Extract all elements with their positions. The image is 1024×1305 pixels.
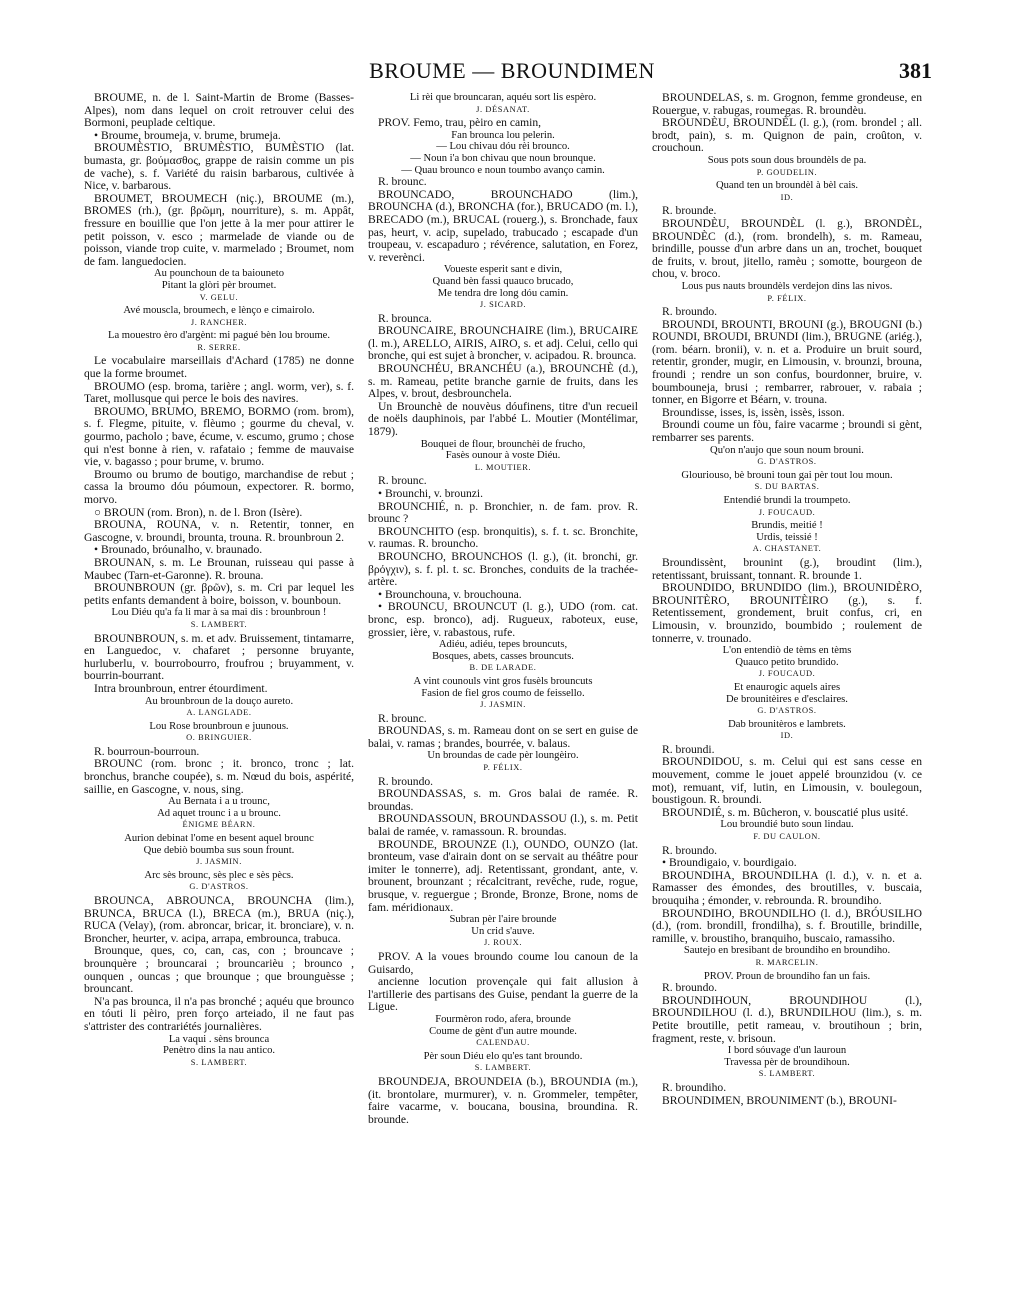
verse-quote: PROV. Proun de broundiho fan un fais. [703,970,871,982]
entry-paragraph: • BROUNCU, BROUNCUT (l. g.), UDO (rom. cat. bronc, esp. bronco), adj. Rugueux, raboteux, euse, grossier, ière, v. rabastous, rufe. [368,600,638,639]
verse-quote: Avé mouscla, broumech, e lènço e cimairolo. [123,305,315,317]
verse-quote: Sous pots soun dous broundèls de pa. [707,154,867,166]
verse-quote: La mouestro èro d'argènt: mi pagué bèn lou broume. [107,330,331,342]
quote-source: B. DE LARADE. [469,663,537,673]
entry-paragraph: R. brounc. [378,474,427,488]
entry-paragraph: BROUNDIHO, BROUNDILHO (l. d.), BRÓUSILHO (d.), (rom. brondill, frondilha), s. f. Broutille, brindille, ramille, v. broustiho, branquiho, buscaio, ramassiho. [652,906,922,945]
entry-paragraph: BROUNCHO, BROUNCHOS (l. g.), (it. bronchi, gr. βρόγχιν), s. f. pl. t. sc. Bronches, conduits de la trachée-artère. [368,549,638,589]
quote-source: G. D'ASTROS. [189,882,249,892]
verse-quote: Fasès ounour à voste Diéu. [445,450,561,462]
quote-source: ID. [780,731,794,741]
entry-paragraph: BROUNDIHOUN, BROUNDIHOU (l.), BROUNDILHOU (l. d.), BRUNDILHOU (lim.), s. m. Petite broutille, petit rameau, v. broutihoun ; brin, fragment, reste, v. brisoun. [652,993,922,1045]
entry-paragraph: BROUNCHIÉ, n. p. Bronchier, n. de fam. prov. R. brounc ? [368,499,638,526]
quote-source: CALENDAU. [476,1038,530,1048]
quote-source: G. D'ASTROS. [757,457,817,467]
entry-paragraph: BROUNCHITO (esp. bronquitis), s. f. t. sc. Bronchite, v. raumas. R. brouncho. [368,524,638,551]
quote-source: R. MARCELIN. [755,957,819,967]
verse-quote: L'on entendiò de tèms en tèms [722,645,852,657]
verse-quote: Glouriouso, bè brouni toun gai pèr tout lou moun. [681,469,893,481]
verse-quote: De brounitèires e d'esclaires. [726,693,848,705]
verse-quote: Fan brounca lou pelerin. [451,129,555,141]
column-right [652,92,922,1107]
quote-source: A. LANGLADE. [186,708,252,718]
entry-paragraph: R. broundiho. [662,1080,727,1094]
entry-paragraph: BROUMET, BROUMECH (niç.), BROUME (m.), BROMES (rh.), (gr. βρῶμη, nourriture), s. m. Appât, fressure en bouillie que l'on jette à la mer pour attirer le petit poisson, v. esco ; marmelade de viande ou de poisson, viande trop cuite, v. marmelado ; Broumet, nom de fam. languedocien. [84,191,354,268]
quote-source: L. MOUTIER. [474,462,532,472]
verse-quote: I bord sóuvage d'un lauroun [727,1045,847,1057]
entry-paragraph: BROUNDAS, s. m. Rameau dont on se sert en guise de balai, v. ramas ; brandes, bourrée, v. balaus. [368,724,638,750]
quote-source: P. FÉLIX. [483,763,523,773]
quote-source: J. ROUX. [483,938,523,948]
verse-quote: La vaqui . sèns brounca [168,1033,270,1045]
quote-source: S. LAMBERT. [190,1057,248,1067]
quote-source: J. JASMIN. [196,857,242,867]
entry-paragraph: R. broundo. [662,305,718,319]
verse-quote: Entendié brundi la troumpeto. [723,495,851,506]
entry-paragraph: BROUNAN, s. m. Le Brounan, ruisseau qui passe à Maubec (Tarn-et-Garonne). R. brouna. [84,555,354,582]
verse-quote: Au pounchoun de ta baiouneto [153,268,285,280]
quote-source: A. CHASTANET. [752,544,822,554]
verse-quote: Lou Diéu qu'a fa li mar à sa mai dis : brounbroun ! [111,607,327,619]
verse-quote: Brundis, meitié ! [751,520,823,532]
entry-paragraph: • Broume, broumeja, v. brume, brumeja. [94,128,281,142]
entry-paragraph: BROUNDIDO, BRUNDIDO (lim.), BROUNIDÈRO, BROUNITÈRO, BROUNITÈIRO (g.), s. f. Retentissement, grondement, bruit confus, cri, en Limousin, v. brounzido, boumbido ; roulement de tonnerre, v. trounado. [652,581,922,645]
entry-paragraph: BROUNDI, BROUNTI, BROUNI (g.), BROUGNI (b.) ROUNDI, BROUDI, BRUNDI (lim.), BRUGNE (ariég.), (rom. béarn. bronii), v. n. et a. Produire un bruit sourd, retentir, gronder, mugir, en Limousin, v. brounzi, brouna, froundi ; rendre un son confus, bourdonner, bruire, v. boumbouneja, brusi ; rembarrer, rabrouer, v. rabaia ; tonner, en Bigorre et Béarn, v. trouna. [652,317,922,407]
verse-quote: Bouquei de flour, brounchèi de frucho, [420,438,586,450]
verse-quote: Ad aquet trounc i a u brounc. [157,807,281,819]
entry-paragraph: PROV. Femo, trau, pèiro en camin, [378,116,542,130]
quote-source: S. LAMBERT. [474,1063,532,1073]
entry-paragraph: BROUNDIÉ, s. m. Bûcheron, v. bouscatié plus usité. [662,805,909,819]
entry-paragraph: Le vocabulaire marseillais d'Achard (1785) ne donne que la forme broumet. [84,354,354,381]
entry-paragraph: BROUNBROUN (gr. βρῶν), s. m. Cri par lequel les petits enfants demandent à boire, boisson, v. bounboun. [84,581,354,607]
entry-paragraph: BROUNBROUN, s. m. et adv. Bruissement, tintamarre, en Languedoc, v. chafaret ; personne bruyante, hurluberlu, v. bourrobourro, froufrou ; bruyamment, v. bourrin-bourrant. [84,631,354,683]
entry-paragraph: ○ BROUN (rom. Bron), n. de l. Bron (Isère). [94,505,303,519]
entry-paragraph: Broumo ou brumo de boutigo, marchandise de rebut ; cassa la broumo dóu póumoun, expectorer. R. bormo, morvo. [84,467,354,506]
page-number: 381 [899,58,932,83]
verse-quote: Quand bèn fassi quauco brucado, [432,275,574,287]
quote-source: J. JASMIN. [480,700,526,710]
entry-paragraph: R. brounca. [378,311,432,325]
quote-source: P. FÉLIX. [767,293,807,303]
entry-paragraph: BROUNDÈU, BROUNDÈL (l. g.), BRONDÈL, BROUNDÈC (d.), (rom. brondelh), s. m. Rameau, brindille, pousse d'un arbre dans un an, trochet, bouquet de fruits, v. brout, jitello, ramèu ; somotte, bourgeon de chou, v. broco. [652,216,922,281]
entry-paragraph: R. broundi. [662,742,715,756]
quote-source: J. SICARD. [479,300,527,310]
entry-paragraph: BROUMO, BRUMO, BREMO, BORMO (rom. brom), s. f. Flegme, pituite, v. flèumo ; gourme du cheval, v. gourmo, pacholo ; bave, écume, v. escumo, grumo ; chose qui n'est bonne à rien, v. rafataio ; femme de mauvaise vie, v. bagasso ; pour brume, v. brumo. [84,404,354,469]
verse-quote: Que debiò boumba sus soun frount. [143,844,295,856]
quote-source: J. FOUCAUD. [758,507,816,517]
verse-quote: Urdis, teissié ! [756,531,818,543]
entry-paragraph: R. bourroun-bourroun. [94,744,200,758]
verse-quote: — Quau brounco e noun toumbo avanço camin. [401,164,605,176]
verse-quote: Et enaurogic aquels aires [733,681,841,693]
verse-quote: Coume de gènt d'un autre mounde. [429,1025,577,1037]
verse-quote: Subran pèr l'aire brounde [449,914,557,926]
entry-paragraph: BROUNA, ROUNA, v. n. Retentir, tonner, en Gascogne, v. broundi, brounta, trouna. R. brounbroun 2. [84,518,354,544]
entry-paragraph: BROUNDIMEN, BROUNIMENT (b.), BROUNI- [662,1093,897,1107]
entry-paragraph: Intra brounbroun, entrer étourdiment. [94,681,268,695]
entry-paragraph: BROUNDELAS, s. m. Grognon, femme grondeuse, en Rouergue, v. rabugas, roumegas. R. broundèu. [652,91,922,117]
quote-source: V. GELU. [199,292,239,302]
entry-paragraph: • Brounchi, v. brounzi. [378,487,484,500]
entry-paragraph: • Broundigaio, v. bourdigaio. [662,856,797,870]
entry-paragraph: BROUNCAIRE, BROUNCHAIRE (lim.), BRUCAIRE (l. m.), ARELLO, AIRIS, AIRO, s. et adj. Celui, cello qui bronche, qui est sujet à broncher, v. acipadou. R. brounca. [368,324,638,363]
verse-quote: Voueste esperit sant e divin, [443,264,563,276]
verse-quote: Au brounbroun de la douço aureto. [144,695,294,707]
verse-quote: Arc sès brounc, sès plec e sès pècs. [144,869,294,881]
entry-paragraph: BROUNDE, BROUNZE (l.), OUNDO, OUNZO (lat. bronteum, vase d'airain dont on se servait au théâtre pour imiter le tonnerre), adj. Retentissant, grondant, ante, v. brounent, brounzant ; récalcitrant, revêche, rude, rogue, brusque, v. reguergue ; Bronde, Bronze, Brone, noms de fam. méridionaux. [368,837,638,914]
entry-paragraph: BROUME, n. de l. Saint-Martin de Brome (Basses-Alpes), nom dans lequel on croit retrouver celui des Bormoni, peuplade celtique. [84,91,354,130]
entry-paragraph: BROUNCA, ABROUNCA, BROUNCHA (lim.), BRUNCA, BRUCA (l.), BRECA (m.), BRUA (niç.), RUCA (Velay), (rom. abroncar, bricar, it. bronciare), v. n. Broncher, heurter, v. acipa, arrapa, embrounca, trabuca. [84,894,354,945]
verse-quote: Pitant la glòri pèr broumet. [161,279,277,291]
entry-paragraph: Broundissènt, brounint (g.), broudint (lim.), retentissant, bruissant, tonnant. R. brounde 1. [652,555,922,582]
quote-source: S. LAMBERT. [758,1069,816,1079]
verse-quote: Un crid s'auve. [471,925,535,937]
entry-paragraph: R. brounc. [378,175,427,189]
entry-paragraph: BROUNDIDOU, s. m. Celui qui est sans cesse en mouvement, comme le jouet appelé brounzidou (v. ce mot), remuant, vif, lutin, en Limousin, v. boulegoun, boustigoun. R. broundi. [652,755,922,807]
verse-quote: Bosques, abets, casses brouncuts. [432,650,574,662]
entry-paragraph: • Brounado, bróunalho, v. braunado. [94,543,263,557]
verse-quote: Travessa pèr de broundihoun. [724,1056,850,1068]
entry-paragraph: BROUNCHÉU, BRANCHÉU (a.), BROUNCHÈ (d.), s. m. Rameau, petite branche garnie de fruits, dans les Alpes, v. brout, desbrounchela. [368,362,638,401]
quote-source: R. SERRE. [197,342,241,352]
entry-paragraph: BROUNDASSAS, s. m. Gros balai de ramée. R. broundas. [368,787,638,813]
verse-quote: Au Bernata i a u trounc, [168,796,270,808]
verse-quote: Me tendra dre long dóu camin. [437,287,569,299]
quote-source: J. DÉSANAT. [476,104,530,114]
verse-quote: Lous pus nauts broundèls verdejon dins las nivos. [681,280,893,292]
verse-quote: A vint counouls vint gros fusèls brouncuts [413,675,593,687]
verse-quote: Quauco petito brundido. [735,656,839,668]
verse-quote: Quand ten un broundèl à bèl cais. [715,180,859,192]
quote-source: J. RANCHER. [190,317,248,327]
quote-source: O. BRINGUIER. [186,733,252,743]
verse-quote: Adiéu, adiéu, tepes brouncuts, [438,639,568,651]
verse-quote: Un broundas de cade pèr loungèiro. [427,750,579,762]
quote-source: ÉNIGME BÉARN. [182,820,256,830]
quote-source: G. D'ASTROS. [757,706,817,716]
verse-quote: Qu'on n'aujo que soun noum brouni. [710,444,864,456]
entry-paragraph: R. broundo. [378,774,434,788]
quote-source: ID. [780,192,794,202]
entry-paragraph: Brounque, ques, co, can, cas, con ; brouncave ; brounquère ; brouncarai ; brouncarièu ; brounco , ounquen , ouncas ; que brounque ; que brounguèsse ; brouncant. [84,944,354,996]
entry-paragraph: BROUMÈSTIO, BRUMÈSTIO, BUMÈSTIO (lat. bumasta, gr. βούμασθος, grappe de raisin comme un pis de vache), s. f. Variété du raisin barbarous, cultivée à Nice, v. barbarous. [84,141,354,193]
quote-source: S. DU BARTAS. [754,482,820,492]
verse-quote: Lou Rose brounbroun e juunous. [149,720,289,732]
verse-quote: Lou broundié buto soun lindau. [720,819,854,831]
running-title: BROUME — BROUNDIMEN [369,58,655,83]
entry-paragraph: PROV. A la voues broundo coume lou canoun de la Guisardo, [368,949,638,976]
entry-paragraph: BROUNDÈU, BROUNDÈL (l. g.), (rom. brondel ; all. brodt, pain), s. m. Quignon de pain, croûton, v. crouchoun. [652,116,922,155]
entry-paragraph: R. broundo. [662,843,718,857]
page-header [0,58,1024,88]
verse-quote: Fasion de fiel gros coumo de feissello. [421,687,585,699]
verse-quote: Aurion debinat l'ome en besent aquel brounc [124,833,314,845]
quote-source: S. LAMBERT. [190,619,248,629]
entry-paragraph: BROUNDASSOUN, BROUNDASSOU (l.), s. m. Petit balai de ramée, v. ramassoun. R. broundas. [368,812,638,839]
entry-paragraph: BROUNC (rom. bronc ; it. bronco, tronc ; lat. bronchus, branche coupée), s. m. Nœud du bois, aspérité, saillie, en Gascogne, v. nous, sing. [84,757,354,796]
entry-paragraph: N'a pas brounca, il n'a pas bronché ; aquéu que brounco en tóuti li pèiro, pren forço arteiado, il ne faut pas s'attrister des contrariétés journalières. [84,994,354,1033]
quote-source: F. DU CAULON. [753,832,821,842]
entry-paragraph: BROUNCADO, BROUNCHADO (lim.), BROUNCHA (d.), BRONCHA (for.), BRUCADO (m. l.), BRECADO (m.), BRUCAL (rouerg.), s. Bronchade, faux pas, heurt, v. acip, supelado, trabucado ; escapade d'un troupeau, v. escapaduro ; révérence, salutation, en Forez, v. reverènci. [368,187,638,264]
verse-quote: Fourmèron rodo, afera, brounde [435,1013,571,1025]
entry-paragraph: Broundisse, isses, is, issèn, issès, isson. [662,405,845,419]
entry-paragraph: ancienne locution provençale qui fait allusion à l'artillerie des partisans des Guise, pendant la guerre de la Ligue. [368,975,638,1014]
entry-paragraph: R. broundo. [662,981,718,995]
entry-paragraph: BROUNDIHA, BROUNDILHA (l. d.), v. n. et a. Ramasser des émondes, des broutilles, v. buscaia, brouquiha ; émonder, v. rebrounda. R. broundiho. [652,868,922,907]
verse-quote: Dab brounitèros e lambrets. [728,718,846,730]
entry-paragraph: BROUMO (esp. broma, tarière ; angl. worm, ver), s. f. Taret, mollusque qui perce le bois des navires. [84,379,354,406]
verse-quote: — Noun i'a bon chivau que noun brounque. [410,152,596,164]
column-left [84,92,354,1070]
entry-paragraph: R. brounc. [378,711,427,725]
quote-source: J. FOUCAUD. [758,669,816,679]
column-middle [368,92,638,1126]
entry-paragraph: R. brounde. [662,204,717,218]
entry-paragraph: BROUNDEJA, BROUNDEIA (b.), BROUNDIA (m.), (it. brontolare, murmurer), v. n. Grommeler, tempêter, faire vacarme, v. boucana, bousina, broundina. R. brounde. [368,1074,638,1126]
entry-paragraph: Broundi coume un fòu, faire vacarme ; broundi si gènt, rembarrer ses parents. [652,418,922,445]
verse-quote: Li rèi que brouncaran, aquéu sort lis espèro. [409,92,597,103]
entry-paragraph: • Brounchouna, v. brouchouna. [378,587,522,601]
quote-source: P. GOUDELIN. [756,167,818,177]
verse-quote: Penètro dins la nau antico. [162,1045,276,1057]
verse-quote: Sautejo en bresibant de broundiho en broundiho. [683,945,891,957]
entry-paragraph: Un Brounchè de nouvèus dóufinens, titre d'un recueil de noëls dauphinois, par l'abbé L. Moutier (Montélimar, 1879). [368,399,638,439]
verse-quote: Pèr soun Diéu elo qu'es tant broundo. [423,1050,583,1062]
verse-quote: — Lou chivau dóu rèi brounco. [436,141,570,153]
